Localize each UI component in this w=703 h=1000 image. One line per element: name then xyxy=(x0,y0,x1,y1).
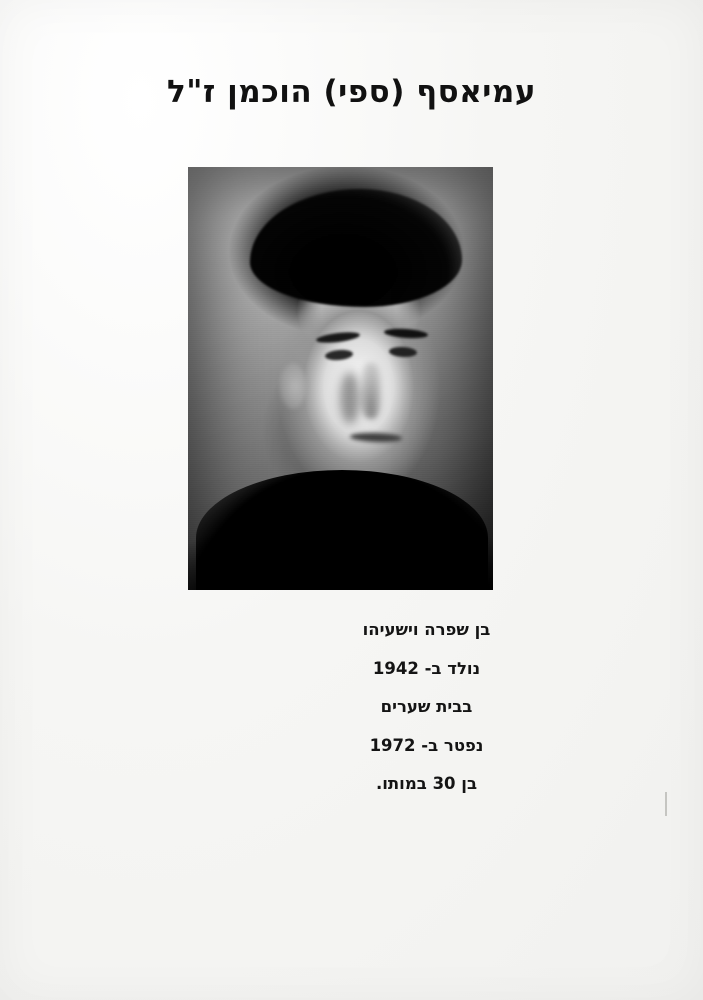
photo-vignette-overlay xyxy=(188,167,493,590)
detail-line-death-year: נפטר ב- 1972 xyxy=(369,735,484,755)
detail-line-parents: בן שפרה וישעיהו xyxy=(362,620,491,639)
biography-details-block xyxy=(213,622,491,793)
biography-details xyxy=(0,622,703,793)
page-title: עמיאסף (ספי) הוכמן ז"ל xyxy=(167,74,536,110)
detail-line-birth-place: בבית שערים xyxy=(380,697,473,716)
portrait-photo xyxy=(188,167,493,590)
detail-line-birth-year: נולד ב- 1942 xyxy=(372,658,481,678)
detail-line-age-at-death: בן 30 במותו. xyxy=(375,774,478,793)
paper-edge-mark xyxy=(665,792,667,816)
